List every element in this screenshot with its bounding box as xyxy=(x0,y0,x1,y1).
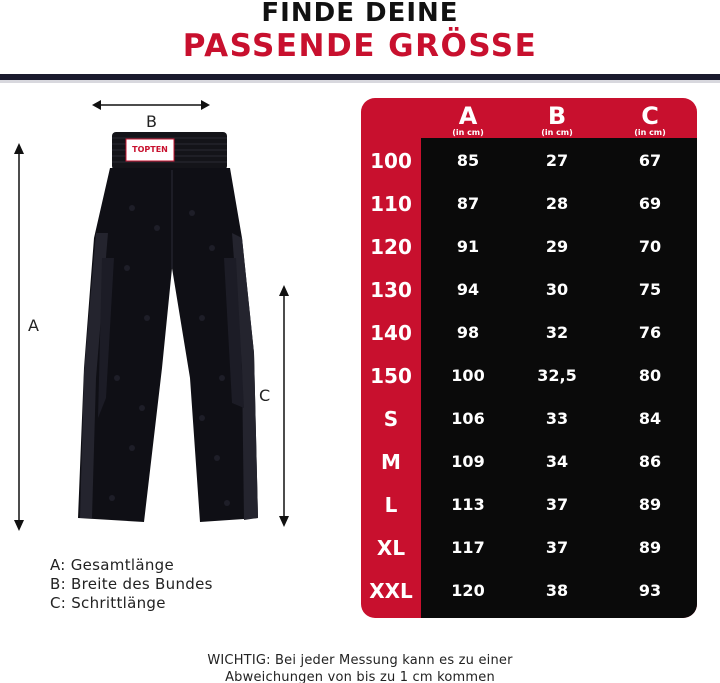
table-row xyxy=(361,183,697,226)
size-label: S xyxy=(383,407,399,431)
size-table xyxy=(361,98,697,618)
size-label: 130 xyxy=(370,278,412,302)
legend xyxy=(50,556,213,613)
value-c: 84 xyxy=(638,409,662,428)
legend-item-b: B: Breite des Bundes xyxy=(50,575,213,593)
table-row xyxy=(361,312,697,355)
headline-line2: PASSENDE GRÖSSE xyxy=(182,28,538,64)
dimension-b-label: B xyxy=(146,112,157,131)
value-c: 70 xyxy=(638,237,662,256)
column-header-b xyxy=(522,104,592,138)
value-a: 87 xyxy=(456,194,480,213)
value-b: 37 xyxy=(545,538,569,557)
value-a: 94 xyxy=(456,280,480,299)
value-c: 89 xyxy=(638,538,662,557)
table-row xyxy=(361,570,697,613)
value-b: 38 xyxy=(545,581,569,600)
size-label: XL xyxy=(376,536,406,560)
measurement-note xyxy=(0,652,720,683)
size-label: 140 xyxy=(370,321,412,345)
table-row xyxy=(361,226,697,269)
table-row xyxy=(361,484,697,527)
value-a: 109 xyxy=(451,452,485,471)
column-header-c xyxy=(615,104,685,138)
column-b-unit: (in cm) xyxy=(541,128,573,137)
dimension-a-label: A xyxy=(28,316,39,335)
value-a: 117 xyxy=(451,538,485,557)
dimension-c-label: C xyxy=(259,386,271,405)
note-line2: Abweichungen von bis zu 1 cm kommen xyxy=(225,670,495,683)
value-a: 85 xyxy=(456,151,480,170)
legend-item-c: C: Schrittlänge xyxy=(50,594,166,612)
value-b: 37 xyxy=(545,495,569,514)
column-c-letter: C xyxy=(641,102,659,130)
value-b: 34 xyxy=(545,452,569,471)
value-b: 32 xyxy=(545,323,569,342)
value-c: 75 xyxy=(638,280,662,299)
table-row xyxy=(361,398,697,441)
value-a: 120 xyxy=(451,581,485,600)
value-c: 67 xyxy=(638,151,662,170)
value-c: 69 xyxy=(638,194,662,213)
value-b: 32,5 xyxy=(537,366,577,385)
value-c: 80 xyxy=(638,366,662,385)
pants-image xyxy=(72,118,262,533)
size-label: 110 xyxy=(370,192,412,216)
column-c-unit: (in cm) xyxy=(634,128,666,137)
value-c: 86 xyxy=(638,452,662,471)
headline-line1: FINDE DEINE xyxy=(261,0,459,28)
value-c: 93 xyxy=(638,581,662,600)
table-row xyxy=(361,441,697,484)
size-label: 100 xyxy=(370,149,412,173)
value-a: 98 xyxy=(456,323,480,342)
size-label: XXL xyxy=(369,579,413,603)
value-c: 76 xyxy=(638,323,662,342)
column-b-letter: B xyxy=(547,102,567,130)
value-c: 89 xyxy=(638,495,662,514)
column-header-a xyxy=(433,104,503,138)
table-row xyxy=(361,355,697,398)
value-a: 100 xyxy=(451,366,485,385)
legend-item-a: A: Gesamtlänge xyxy=(50,556,174,574)
header-divider xyxy=(0,74,720,80)
column-a-unit: (in cm) xyxy=(452,128,484,137)
value-b: 27 xyxy=(545,151,569,170)
table-row xyxy=(361,140,697,183)
size-label: M xyxy=(381,450,401,474)
brand-label: TOPTEN xyxy=(132,145,168,154)
column-a-letter: A xyxy=(458,102,478,130)
note-line1: WICHTIG: Bei jeder Messung kann es zu einer xyxy=(207,653,513,668)
value-b: 29 xyxy=(545,237,569,256)
size-label: L xyxy=(384,493,398,517)
value-a: 106 xyxy=(451,409,485,428)
value-b: 33 xyxy=(545,409,569,428)
size-label: 150 xyxy=(370,364,412,388)
value-a: 113 xyxy=(451,495,485,514)
value-b: 28 xyxy=(545,194,569,213)
value-b: 30 xyxy=(545,280,569,299)
value-a: 91 xyxy=(456,237,480,256)
table-row xyxy=(361,527,697,570)
size-label: 120 xyxy=(370,235,412,259)
table-row xyxy=(361,269,697,312)
